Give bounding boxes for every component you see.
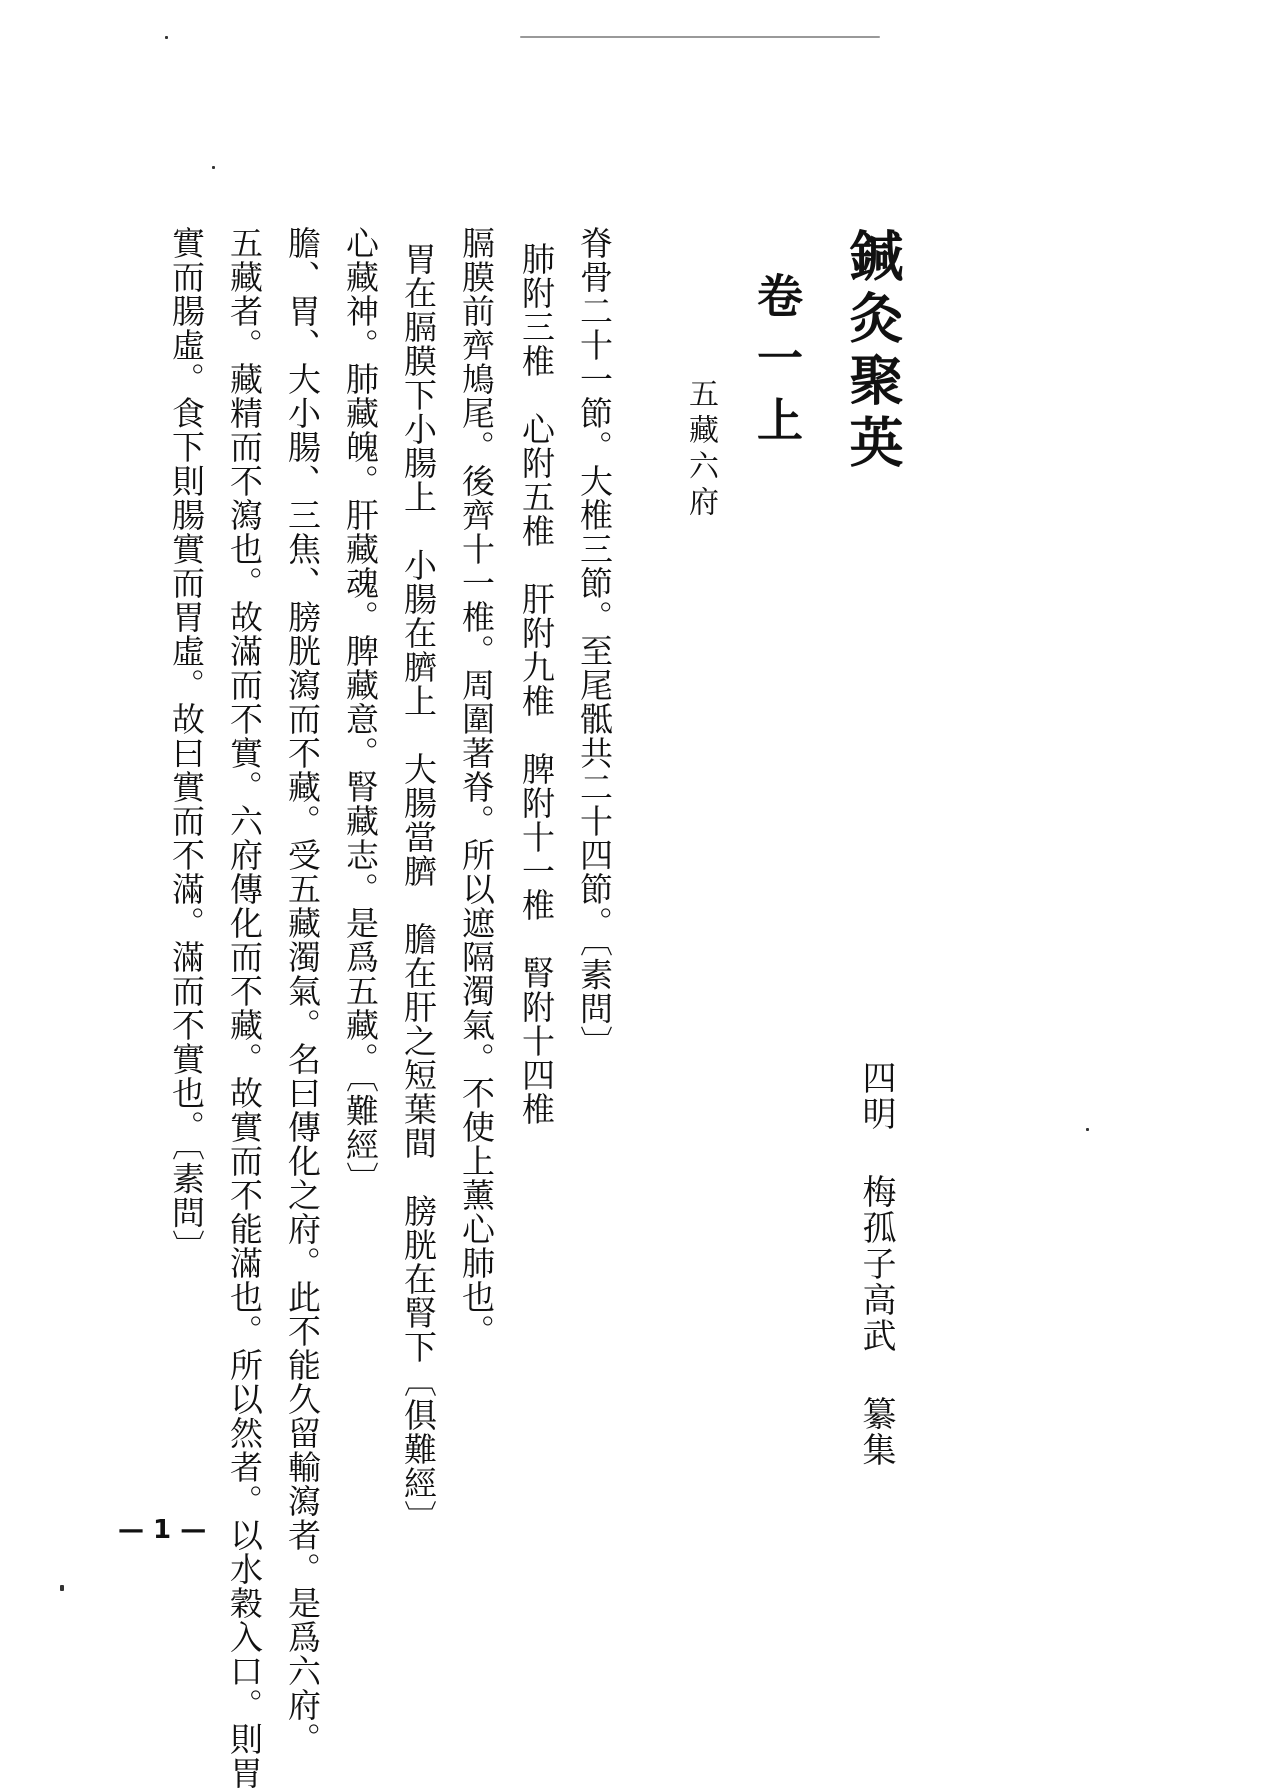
- scan-speck: [1086, 1128, 1089, 1131]
- text-column-7: 五藏者。藏精而不瀉也。故滿而不實。六府傳化而不藏。故實而不能滿也。所以然者。以水穀入口。則胃: [225, 226, 264, 1790]
- text-column-4: 胃在膈膜下小腸上 小腸在臍上 大腸當臍 膽在肝之短葉間 膀胱在腎下〔俱難經〕: [399, 242, 438, 1534]
- scan-speck: [212, 166, 215, 169]
- text-column-6: 膽、胃、大小腸、三焦、膀胱瀉而不藏。受五藏濁氣。名曰傳化之府。此不能久留輸瀉者。是爲六府。: [283, 226, 322, 1756]
- text-column-2: 肺附三椎 心附五椎 肝附九椎 脾附十一椎 腎附十四椎: [517, 242, 556, 1126]
- text-column-1: 脊骨二十一節。大椎三節。至尾骶共二十四節。〔素問〕: [575, 226, 614, 1060]
- book-title: 鍼灸聚英: [841, 228, 905, 476]
- text-column-3: 膈膜前齊鳩尾。後齊十一椎。周圍著脊。所以遮隔濁氣。不使上薰心肺也。: [457, 226, 496, 1348]
- text-column-5: 心藏神。肺藏魄。肝藏魂。脾藏意。腎藏志。是爲五藏。〔難經〕: [341, 226, 380, 1196]
- page-number: — 1 —: [118, 1515, 207, 1545]
- section-heading: 五藏六府: [683, 378, 718, 522]
- text-column-8: 實而腸虛。食下則腸實而胃虛。故曰實而不滿。滿而不實也。〔素問〕: [167, 226, 206, 1264]
- scan-speck: [60, 1585, 64, 1591]
- scan-speck: [165, 36, 168, 39]
- author-line: 四明 梅孤子高武 纂集: [856, 1060, 896, 1468]
- volume-heading: 卷一上: [750, 272, 804, 458]
- scan-top-edge: [520, 36, 880, 38]
